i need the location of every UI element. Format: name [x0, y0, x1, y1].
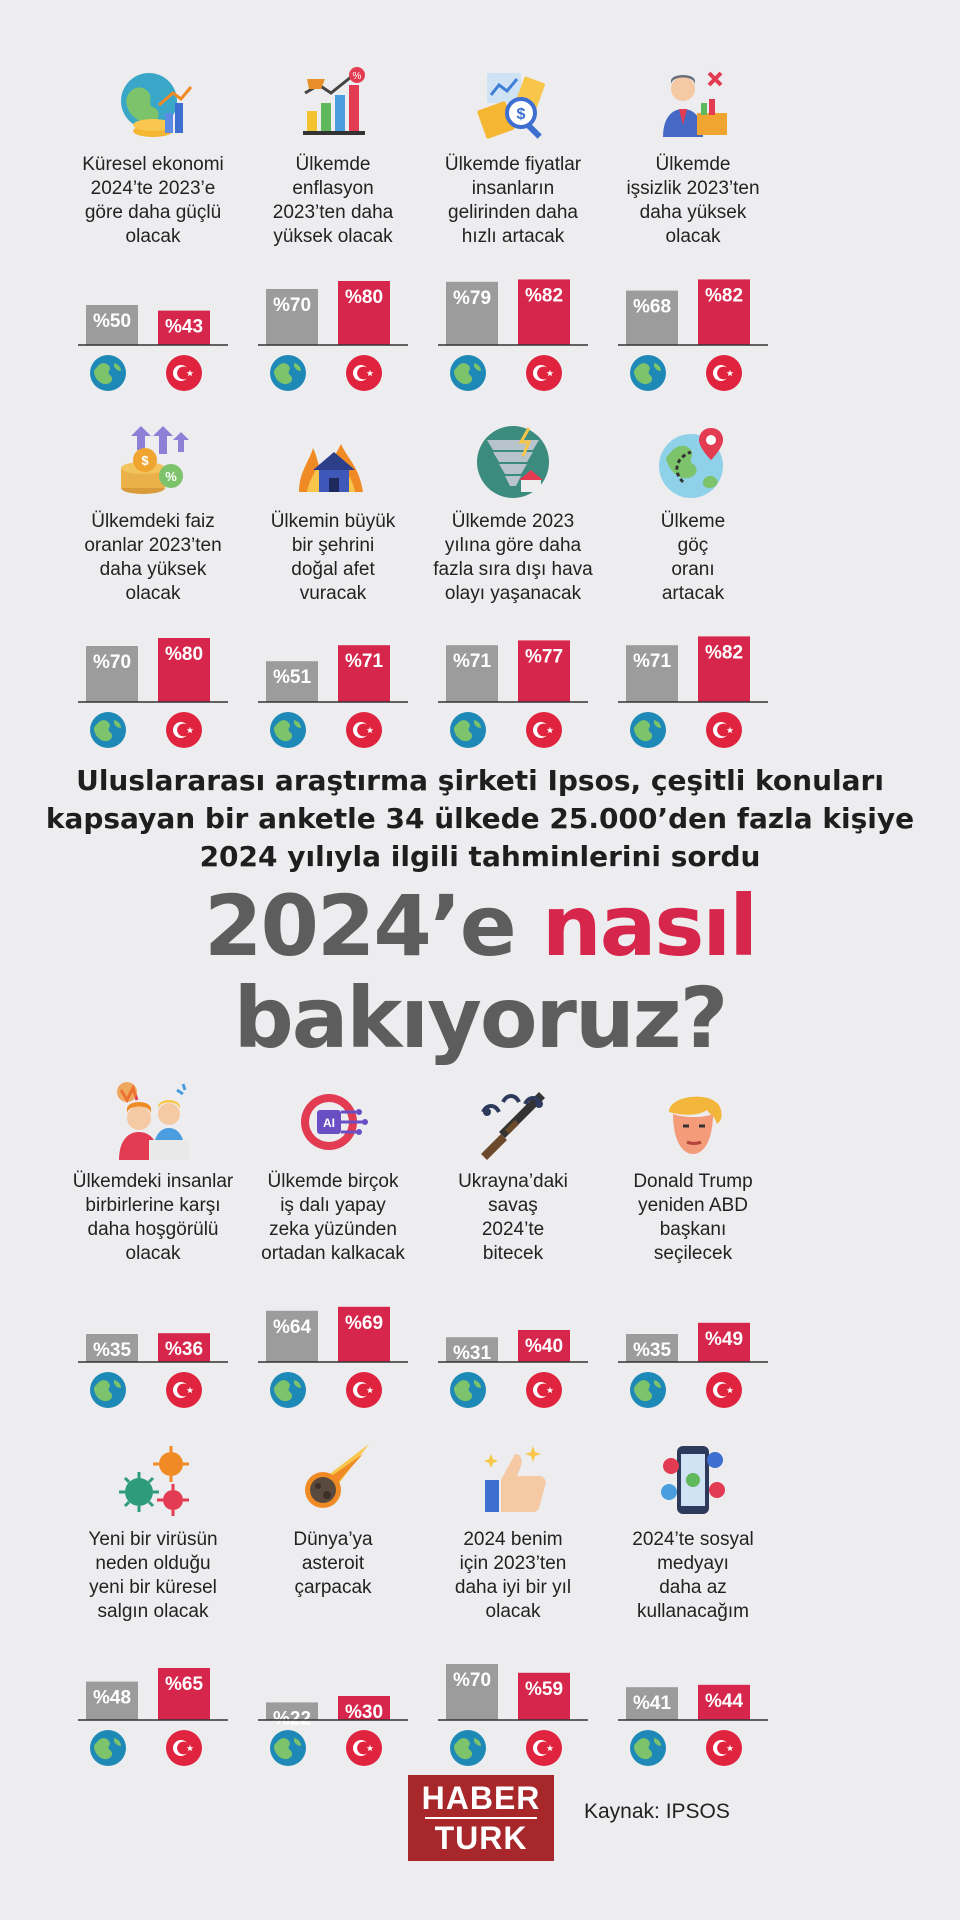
item-label-line: Dünya’ya — [293, 1529, 373, 1550]
bar-chart — [438, 1610, 588, 1720]
bar-chart-svg — [78, 1610, 228, 1720]
turkey-value-label: %71 — [344, 651, 384, 673]
item-label-line: seçilecek — [653, 1243, 733, 1264]
globe-icon — [270, 1372, 306, 1408]
legend-icons — [63, 1730, 243, 1770]
item-label-line: ortadan kalkacak — [261, 1243, 405, 1264]
wildfire-house-icon — [293, 422, 373, 502]
item-label-line: yeniden ABD — [638, 1195, 748, 1216]
item-label-line: Ülkemdeki insanlar — [72, 1171, 234, 1192]
turkey-value-label: %44 — [704, 1690, 744, 1712]
item-label-line: Ülkemdeki faiz — [91, 511, 215, 532]
interest-rate-icon — [113, 422, 193, 502]
global-value-label: %22 — [272, 1708, 312, 1730]
item-label-line: medyayı — [657, 1553, 729, 1574]
turkey-value-label: %82 — [524, 285, 564, 307]
title-line-2: bakıyoruz? — [233, 969, 727, 1067]
item-label-line: 2023’ten daha — [272, 202, 394, 223]
bar-chart-svg — [258, 1252, 408, 1362]
item-label-line: vuracak — [299, 583, 367, 604]
arguing-people-icon — [113, 1082, 193, 1162]
unemployed-person-icon — [653, 65, 733, 145]
item-label-line: Ülkemde — [295, 154, 371, 175]
item-label-line: göre daha güçlü — [84, 202, 222, 223]
turkey-flag-icon — [166, 712, 202, 748]
turkey-value-label: %69 — [344, 1312, 384, 1334]
global-value-label: %35 — [632, 1340, 672, 1361]
turkey-flag-icon — [166, 1730, 202, 1766]
svg-text:%: % — [165, 469, 177, 484]
legend-icons — [423, 355, 603, 395]
item-label-line: zeka yüzünden — [269, 1219, 397, 1240]
bar-chart-svg — [78, 1252, 228, 1362]
turkey-flag-icon — [166, 1372, 202, 1408]
legend-icons — [243, 1730, 423, 1770]
turkey-value-label: %43 — [164, 316, 204, 338]
ai-gear-icon — [293, 1082, 373, 1162]
legend-icons — [603, 1730, 783, 1770]
global-value-label: %79 — [452, 287, 492, 309]
inflation-chart-icon — [293, 65, 373, 145]
global-value-label: %71 — [632, 651, 672, 673]
turkey-value-label: %80 — [164, 644, 204, 665]
globe-icon — [450, 355, 486, 391]
svg-text:$: $ — [141, 453, 149, 468]
item-label-line: yüksek olacak — [273, 226, 393, 247]
item-label-line: gelirinden daha — [448, 202, 578, 223]
turkey-value-label: %77 — [524, 646, 564, 668]
thumbs-up-icon — [473, 1440, 553, 1520]
legend-icons — [243, 355, 423, 395]
turkey-flag-icon — [706, 1372, 742, 1408]
item-label-line: daha az — [659, 1577, 727, 1598]
logo-line-2: TURK — [434, 1820, 528, 1856]
svg-text:$: $ — [516, 106, 526, 123]
item-label-line: artacak — [661, 583, 725, 604]
turkey-flag-icon — [706, 712, 742, 748]
turkey-flag-icon — [166, 355, 202, 391]
legend-icons — [243, 712, 423, 752]
rifle-icon — [473, 1082, 553, 1162]
global-value-label: %70 — [92, 652, 132, 673]
item-label-line: daha yüksek — [639, 202, 747, 223]
turkey-value-label: %65 — [164, 1674, 204, 1695]
legend-icons — [603, 1372, 783, 1412]
migration-map-icon — [653, 422, 733, 502]
bar-chart-svg — [78, 592, 228, 702]
globe-icon — [90, 355, 126, 391]
globe-icon — [450, 1730, 486, 1766]
item-label-line: salgın olacak — [97, 1601, 209, 1622]
item-label-line: oranı — [671, 559, 715, 580]
item-label-line: Ülkemde — [655, 154, 731, 175]
item-label-line: oranlar 2023’ten — [84, 535, 222, 556]
bar-chart — [78, 592, 228, 702]
item-label-line: hızlı artacak — [461, 226, 565, 247]
asteroid-icon — [293, 1440, 373, 1520]
globe-icon — [270, 355, 306, 391]
virus-icon — [113, 1440, 193, 1520]
item-label-line: 2024’te 2023’e — [90, 178, 216, 199]
item-label-line: olacak — [125, 583, 181, 604]
trump-face-icon — [653, 1082, 733, 1162]
item-label-line: Donald Trump — [633, 1171, 753, 1192]
turkey-flag-icon — [706, 1730, 742, 1766]
bar-chart-svg — [258, 1610, 408, 1730]
item-label-line: daha iyi bir yıl — [454, 1577, 572, 1598]
svg-text:%: % — [352, 71, 362, 82]
item-label-line: için 2023’ten — [459, 1553, 567, 1574]
item-label-line: 2024 benim — [463, 1529, 563, 1550]
globe-icon — [450, 712, 486, 748]
global-value-label: %64 — [272, 1316, 312, 1338]
item-label-line: enflasyon — [292, 178, 374, 199]
item-label-line: olayı yaşanacak — [444, 583, 582, 604]
turkey-value-label: %49 — [704, 1328, 744, 1350]
logo-divider — [425, 1817, 537, 1819]
globe-icon — [630, 355, 666, 391]
bar-chart-svg — [258, 592, 408, 702]
item-label-line: yeni bir küresel — [89, 1577, 217, 1598]
global-value-label: %41 — [632, 1693, 672, 1715]
turkey-value-label: %82 — [704, 642, 744, 664]
global-value-label: %68 — [632, 296, 672, 318]
turkey-value-label: %82 — [704, 285, 744, 307]
turkey-flag-icon — [346, 355, 382, 391]
legend-icons — [423, 1730, 603, 1770]
item-label-line: 2024’te — [481, 1219, 545, 1240]
social-media-phone-icon — [653, 1440, 733, 1520]
bar-chart-svg — [618, 1610, 768, 1720]
source-text: Kaynak: IPSOS — [584, 1800, 730, 1823]
item-label-line: asteroit — [301, 1553, 365, 1574]
turkey-flag-icon — [706, 355, 742, 391]
globe-icon — [90, 712, 126, 748]
globe-icon — [450, 1372, 486, 1408]
item-label-line: Ülkemde fiyatlar — [444, 154, 582, 175]
bar-chart-svg — [258, 235, 408, 345]
headline: Uluslararası araştırma şirketi Ipsos, çeşitli konuları kapsayan bir anketle 34 ülkede 25.000’den fazla kişiye 2024 yılıyla ilgili tahminlerini sordu — [45, 764, 915, 873]
bar-chart — [618, 1610, 768, 1720]
item-label-line: bitecek — [482, 1243, 544, 1264]
bar-chart — [78, 1252, 228, 1362]
item-label-line: daha hoşgörülü — [87, 1219, 219, 1240]
turkey-flag-icon — [526, 1372, 562, 1408]
item-label — [243, 1528, 423, 1600]
bar-chart — [258, 1252, 408, 1362]
bar-chart-svg — [78, 235, 228, 345]
bar-chart — [258, 592, 408, 702]
bar-chart — [78, 235, 228, 345]
item-label-line: kullanacağım — [637, 1601, 749, 1622]
title-line-1 — [0, 877, 960, 975]
global-value-label: %70 — [272, 295, 312, 316]
globe-icon — [270, 712, 306, 748]
legend-icons — [63, 355, 243, 395]
tornado-icon — [473, 422, 553, 502]
legend-icons — [603, 355, 783, 395]
turkey-value-label: %59 — [524, 1678, 564, 1700]
item-label-line: Ülkemde 2023 — [451, 511, 575, 532]
global-value-label: %50 — [92, 311, 132, 332]
bar-chart-svg — [438, 592, 588, 702]
turkey-flag-icon — [346, 1372, 382, 1408]
turkey-value-label: %80 — [344, 287, 384, 308]
item-label-line: başkanı — [659, 1219, 727, 1240]
item-label-line: olacak — [485, 1601, 541, 1622]
legend-icons — [603, 712, 783, 752]
item-label-line: iş dalı yapay — [280, 1195, 386, 1216]
global-value-label: %35 — [92, 1340, 132, 1361]
turkey-value-label: %40 — [524, 1336, 564, 1357]
bar-chart-svg — [438, 1610, 588, 1720]
item-label-line: Küresel ekonomi — [82, 154, 224, 175]
turkey-value-label: %30 — [344, 1702, 384, 1723]
global-value-label: %48 — [92, 1687, 132, 1709]
item-label-line: Ülkeme — [660, 511, 726, 532]
bar-chart — [78, 1610, 228, 1720]
item-label-line: olacak — [125, 226, 181, 247]
bar-chart-svg — [438, 235, 588, 345]
globe-icon — [630, 1372, 666, 1408]
legend-icons — [423, 712, 603, 752]
item-label-line: Ukrayna’daki — [458, 1171, 568, 1192]
item-label-line: savaş — [488, 1195, 538, 1216]
bar-chart — [618, 592, 768, 702]
haberturk-logo — [408, 1775, 554, 1861]
bar-chart-svg — [618, 235, 768, 345]
item-label-line: doğal afet — [291, 559, 375, 580]
globe-icon — [630, 1730, 666, 1766]
svg-text:AI: AI — [323, 1116, 335, 1130]
bar-chart — [438, 592, 588, 702]
globe-icon — [90, 1372, 126, 1408]
item-label-line: bir şehrini — [291, 535, 375, 556]
bar-chart — [258, 235, 408, 345]
turkey-flag-icon — [526, 1730, 562, 1766]
title-part-1: 2024’e — [204, 877, 542, 975]
bar-chart — [618, 1252, 768, 1362]
item-label-line: insanların — [471, 178, 555, 199]
global-value-label: %51 — [272, 667, 312, 689]
globe-icon — [630, 712, 666, 748]
bar-chart — [438, 235, 588, 345]
item-label-line: birbirlerine karşı — [85, 1195, 221, 1216]
bar-chart — [438, 1252, 588, 1365]
item-label-line: Ülkemde birçok — [267, 1171, 399, 1192]
turkey-flag-icon — [526, 712, 562, 748]
item-label-line: olacak — [665, 226, 721, 247]
globe-money-icon — [113, 65, 193, 145]
turkey-flag-icon — [346, 1730, 382, 1766]
bar-chart-svg — [438, 1252, 588, 1365]
price-analysis-icon — [473, 65, 553, 145]
item-label-line: daha yüksek — [99, 559, 207, 580]
logo-line-1: HABER — [421, 1780, 541, 1816]
item-label-line: 2024’te sosyal — [632, 1529, 754, 1550]
global-value-label: %71 — [452, 651, 492, 673]
legend-icons — [243, 1372, 423, 1412]
bar-chart — [618, 235, 768, 345]
globe-icon — [270, 1730, 306, 1766]
item-label-line: yılına göre daha — [444, 535, 582, 556]
bar-chart-svg — [618, 1252, 768, 1362]
legend-icons — [423, 1372, 603, 1412]
legend-icons — [63, 712, 243, 752]
legend-icons — [63, 1372, 243, 1412]
item-label-line: işsizlik 2023’ten — [626, 178, 760, 199]
bar-chart-svg — [618, 592, 768, 702]
turkey-flag-icon — [526, 355, 562, 391]
global-value-label: %70 — [452, 1670, 492, 1691]
global-value-label: %31 — [452, 1343, 492, 1365]
bar-chart — [258, 1610, 408, 1730]
globe-icon — [90, 1730, 126, 1766]
item-label-line: göç — [677, 535, 709, 556]
item-label-line: neden olduğu — [95, 1553, 211, 1574]
item-label-line: Yeni bir virüsün — [88, 1529, 218, 1550]
turkey-value-label: %36 — [164, 1339, 204, 1361]
item-label-line: fazla sıra dışı hava — [433, 559, 593, 580]
item-label-line: olacak — [125, 1243, 181, 1264]
item-label-line: Ülkemin büyük — [270, 511, 396, 532]
item-label-line: çarpacak — [294, 1577, 372, 1598]
title-accent: nasıl — [541, 877, 756, 975]
turkey-flag-icon — [346, 712, 382, 748]
